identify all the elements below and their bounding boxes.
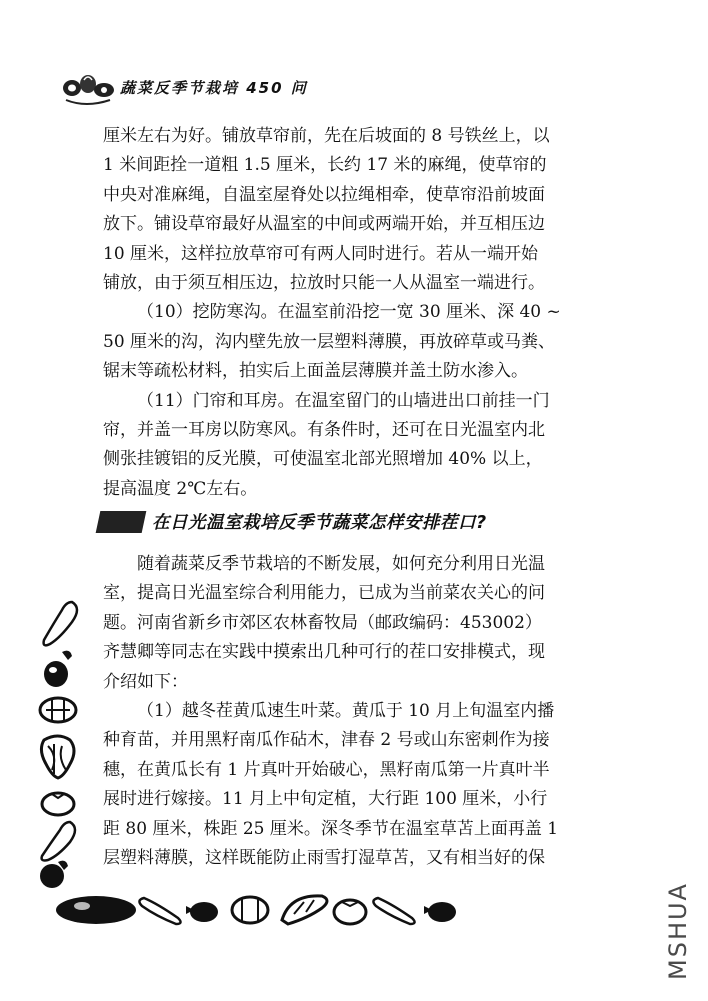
- bottom-vegetable-decoration: [52, 884, 472, 934]
- question-title: 在日光温室栽培反季节蔬菜怎样安排茬口?: [152, 513, 487, 533]
- eggplant-icon: [44, 651, 72, 687]
- text-line: （1）越冬茬黄瓜速生叶菜。黄瓜于 10 月上旬温室内播: [137, 700, 555, 721]
- question-marker-icon: [96, 511, 147, 533]
- page-header: [60, 70, 460, 110]
- text-line: （10）挖防寒沟。在温室前沿挖一宽 30 厘米、深 40 ~: [137, 302, 561, 323]
- text-line: 中央对准麻绳，自温室屋脊处以拉绳相牵，使草帘沿前坡面: [103, 184, 545, 205]
- watermark-text: MSHUA: [664, 882, 692, 980]
- text-line: 50 厘米的沟，沟内壁先放一层塑料薄膜，再放碎草或马粪、: [103, 331, 556, 352]
- vegetable-pile-icon: [56, 896, 136, 924]
- eggplant-icon: [186, 902, 218, 922]
- cabbage-icon: [282, 896, 327, 924]
- text-line: 种育苗，并用黑籽南瓜作砧木，津春 2 号或山东密刺作为接: [103, 730, 550, 751]
- running-title: 蔬菜反季节栽培 450 问: [120, 79, 308, 97]
- text-line: 层塑料薄膜，这样既能防止雨雪打湿草苫，又有相当好的保: [103, 847, 545, 868]
- body-text-bottom: [103, 550, 643, 873]
- cucumber-icon: [42, 822, 75, 861]
- pumpkin-icon: [40, 698, 76, 722]
- text-line: 展时进行嫁接。11 月上中旬定植，大行距 100 厘米，小行: [103, 789, 548, 810]
- text-line: 放下。铺设草帘最好从温室的中间或两端开始，并互相压边: [103, 214, 545, 235]
- cucumber-icon: [44, 602, 77, 645]
- text-line: 10 厘米，这样拉放草帘可有两人同时进行。若从一端开始: [103, 243, 539, 264]
- text-line: 齐慧卿等同志在实践中摸索出几种可行的茬口安排模式，现: [103, 642, 545, 663]
- question-heading: [98, 508, 598, 538]
- text-line: 距 80 厘米，株距 25 厘米。深冬季节在温室草苫上面再盖 1: [103, 818, 559, 839]
- cabbage-icon: [41, 736, 74, 778]
- side-vegetable-decoration: [32, 600, 92, 890]
- text-line: 厘米左右为好。铺放草帘前，先在后坡面的 8 号铁丝上，以: [103, 126, 550, 146]
- eggplant-icon: [424, 902, 456, 922]
- text-line: 室，提高日光温室综合利用能力，已成为当前菜农关心的问: [103, 583, 545, 604]
- text-line: 帘，并盖一耳房以防寒风。有条件时，还可在日光温室内北: [103, 419, 545, 440]
- cucumber-icon: [139, 898, 180, 924]
- text-line: 1 米间距拴一道粗 1.5 厘米，长约 17 米的麻绳，使草帘的: [103, 155, 547, 176]
- tomato-icon: [334, 900, 366, 924]
- text-line: 提高温度 2℃左右。: [103, 478, 258, 499]
- text-line: 铺放，由于须互相压边，拉放时只能一人从温室一端进行。: [103, 272, 545, 293]
- cucumber-icon: [373, 898, 414, 924]
- text-line: 题。河南省新乡市郊区农林畜牧局（邮政编码：453002）: [103, 612, 542, 633]
- text-line: 随着蔬菜反季节栽培的不断发展，如何充分利用日光温: [137, 554, 545, 574]
- body-text-top: [103, 122, 643, 504]
- text-line: 侧张挂镀铝的反光膜，可使温室北部光照增加 40% 以上，: [103, 449, 543, 470]
- text-line: （11）门帘和耳房。在温室留门的山墙进出口前挂一门: [137, 390, 550, 411]
- pumpkin-icon: [232, 897, 268, 923]
- vegetable-cluster-icon: [60, 70, 116, 106]
- text-line: 介绍如下：: [103, 671, 188, 692]
- text-line: 穗，在黄瓜长有 1 片真叶开始破心，黑籽南瓜第一片真叶半: [103, 759, 550, 780]
- tomato-icon: [42, 793, 74, 815]
- text-line: 锯末等疏松材料，拍实后上面盖层薄膜并盖土防水渗入。: [103, 361, 528, 382]
